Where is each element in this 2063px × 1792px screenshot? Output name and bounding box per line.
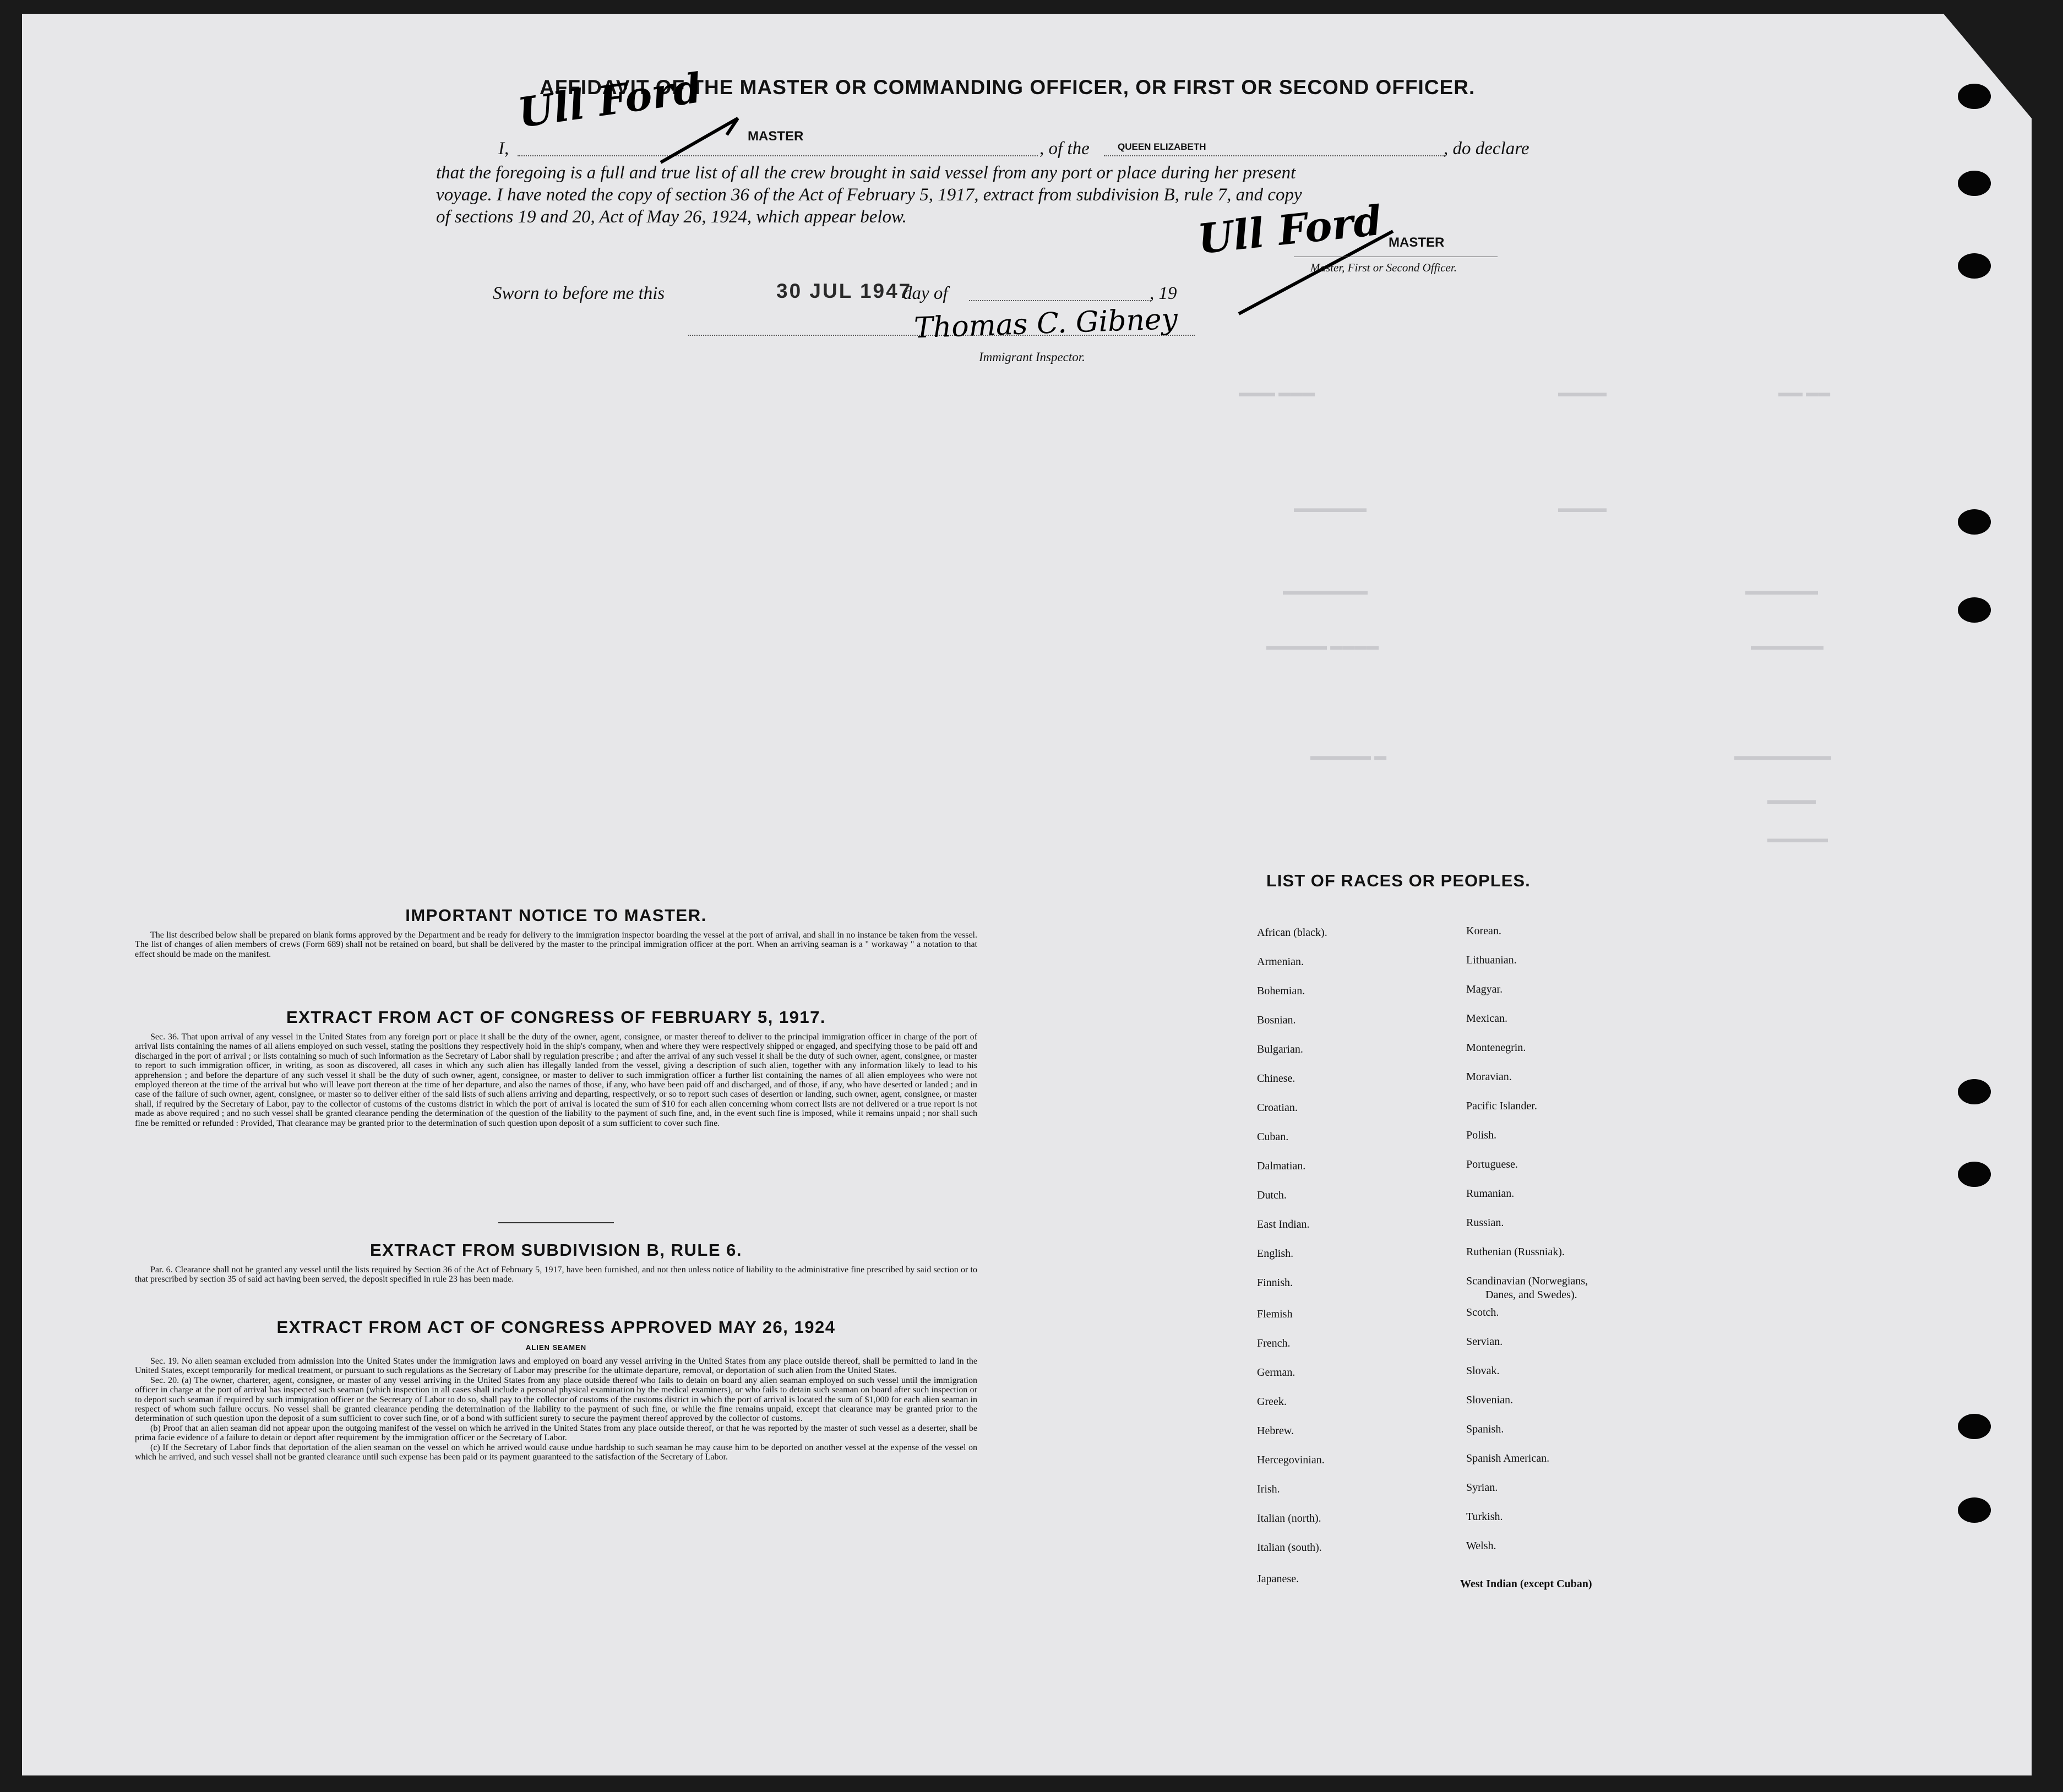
signature-flourish [655,96,743,168]
race-item: Moravian. [1466,1071,1512,1083]
name-fill-line [518,155,1038,156]
section-36-text: Sec. 36. That upon arrival of any vessel in the United States from any foreign port or place it shall be the duty of the owner, agent, consignee, or master thereof to deliver to the principal immigration officer in charge of the port of arrival lists containing the names of all aliens employed on such vessel, stating the positions they respectively hold in the ship's company, when and where they were respectively shipped or engaged, and specifying those to be paid off and discharged in the port of arrival ; or lists containing so much of such information as the Secretary of Labor shall by regulation prescribe ; and after the arrival of any such vessel it shall be the duty of such owner, agent, consignee, or master to report to such immigration officer, in writing, as soon as discovered, all cases in which any such alien has illegally landed from the vessel, giving a description of such alien, together with any information likely to lead to his apprehension ; and before the departure of any such vessel it shall be the duty of such owner, agent, consignee, or master to deliver to such immigration officer a further list containing the names of all alien employees who were not employed thereon at the time of the arrival but who will leave port thereon at the time of her departure, and also the names of those, if any, who have been paid off and discharged, and of those, if any, who have deserted or landed ; and in case of the failure of such owner, agent, consignee, or master so to deliver either of the said lists of such aliens arriving and departing, respectively, or so to report such cases of desertion or landing, such owner, agent, consignee, or master shall, if required by the Secretary of Labor, pay to the collector of customs of the customs district in which the port of arrival is located the sum of $10 for each alien concerning whom correct lists are not delivered or a true report is not made as above required ; and no such vessel shall be granted clearance pending the determination of the question of the liability to the payment of such fine, and, in the event such fine is imposed, while it remains unpaid ; nor shall such fine be remitted or refunded : Provided, That clearance may be granted prior to the determination of such question upon deposit of a sum sufficient to cover such fine. [135,1032,977,1128]
race-item: Ruthenian (Russniak). [1466,1246,1565,1258]
extract-1924-title: EXTRACT FROM ACT OF CONGRESS APPROVED MAY 26, 1924 [276,1317,836,1337]
signature-caption: Master, First or Second Officer. [1310,261,1457,274]
punch-hole [1958,171,1991,196]
race-item: Polish. [1466,1129,1497,1141]
document-page [22,14,2032,1775]
race-item: Mexican. [1466,1012,1507,1025]
inspector-signature: Thomas C. Gibney [913,302,1179,345]
signature-rank: MASTER [1389,235,1445,250]
race-item: Japanese. [1257,1573,1299,1585]
race-item: Scandinavian (Norwegians, [1466,1275,1588,1287]
subdivision-body [135,1265,977,1284]
race-item: Irish. [1257,1483,1280,1495]
year-prefix: , 19 [1150,284,1177,303]
paragraph-6-text: Par. 6. Clearance shall not be granted any vessel until the lists required by Section 36 of the Act of February 5, 1917, have been furnished, and not then unless notice of liability to the administrative fine prescribed by said section or to that prescribed by section 35 of said act having been served, the deposit specified in rule 23 has been made. [135,1265,977,1284]
affidavit-body-line2: voyage. I have noted the copy of section 36 of the Act of February 5, 1917, extract from subdivision B, rule 7, and copy [436,185,1302,205]
race-item: Servian. [1466,1336,1503,1348]
affidavit-i-label: I, [498,139,509,159]
race-item: Pacific Islander. [1466,1100,1537,1112]
punch-hole [1958,509,1991,535]
race-item: Flemish [1257,1308,1293,1320]
race-item: Italian (south). [1257,1542,1322,1554]
section-20a-text: Sec. 20. (a) The owner, charterer, agent, consignee, or master of any vessel arriving in the United States from any place outside thereof who fails to detain on board any alien seaman employed on such vessel until the immigration officer in charge at the port of arrival has inspected such seaman (which inspection in all cases shall include a personal physical examination by the medical examiners), or who fails to detain such seaman on board after such inspection or to deport such seaman if required by such immigration officer or the Secretary of Labor to do so, shall pay to the collector of customs of the customs district in which the port of arrival is located the sum of $1,000 for each alien seaman in respect of whom such failure occurs. No vessel shall be granted clearance pending the determination of the liability to the payment of such fine, or while the fine remains unpaid, except that clearance may be granted prior to the determination of such question upon the deposit of a sum sufficient to cover such fine, or of a bond with sufficient surety to secure the payment thereof approved by the collector of customs. [135,1375,977,1424]
race-item: African (black). [1257,927,1327,939]
affidavit-title: AFFIDAVIT OF THE MASTER OR COMMANDING OFFICER, OR FIRST OR SECOND OFFICER. [540,76,1476,99]
race-item: Rumanian. [1466,1188,1515,1200]
race-item: Dutch. [1257,1189,1287,1201]
race-item: Magyar. [1466,983,1503,995]
race-item: Russian. [1466,1217,1504,1229]
race-item: West Indian (except Cuban) [1460,1578,1592,1590]
extract-1917-body [135,1032,977,1128]
notice-title: IMPORTANT NOTICE TO MASTER. [405,906,707,925]
race-item: Armenian. [1257,956,1304,968]
master-signature-top: Ull Ford [515,64,705,137]
race-item: Bohemian. [1257,985,1305,997]
races-title: LIST OF RACES OR PEOPLES. [1266,871,1531,890]
section-20c-text: (c) If the Secretary of Labor finds that deportation of the alien seaman on the vessel on which he arrived would cause undue hardship to such seaman he may cause him to be deported on another vessel at the expense of the vessel on which he arrived, and such vessel shall not be granted clearance until such expense has been paid or its payment guaranteed to the satisfaction of the Secretary of Labor. [135,1442,977,1462]
affidavit-body-line1: that the foregoing is a full and true list of all the crew brought in said vessel from any port or place during her present [436,163,1296,183]
punch-hole [1958,1079,1991,1104]
notice-body [135,930,977,959]
vessel-name-fill: QUEEN ELIZABETH [1118,141,1206,152]
inspector-caption: Immigrant Inspector. [979,350,1085,364]
race-item: English. [1257,1248,1294,1260]
punch-hole [1958,1414,1991,1439]
race-item: Dalmatian. [1257,1160,1306,1172]
section-divider [498,1222,614,1223]
extract-1917-title: EXTRACT FROM ACT OF CONGRESS OF FEBRUARY 5, 1917. [286,1007,826,1027]
race-item: German. [1257,1366,1296,1379]
race-item: Montenegrin. [1466,1042,1526,1054]
month-fill-line [969,300,1151,301]
race-item: Lithuanian. [1466,954,1517,966]
race-item: Italian (north). [1257,1512,1321,1524]
race-item: Slovak. [1466,1365,1500,1377]
affidavit-body-line3: of sections 19 and 20, Act of May 26, 1924, which appear below. [436,207,907,227]
day-of-label: day of [903,284,948,303]
race-item: Bosnian. [1257,1014,1296,1026]
race-item: Portuguese. [1466,1158,1518,1170]
vessel-fill-line [1104,155,1445,156]
of-the-label: , of the [1039,139,1090,159]
race-item: Hebrew. [1257,1425,1294,1437]
race-item: Welsh. [1466,1540,1496,1552]
race-item: Hercegovinian. [1257,1454,1325,1466]
section-20b-text: (b) Proof that an alien seaman did not appear upon the outgoing manifest of the vessel on which he arrived in the United States from any place outside thereof, or that he was reported by the master of such vessel as a deserter, shall be prima facie evidence of a failure to detain or deport after requirement by the immigration officer or the Secretary of Labor. [135,1423,977,1443]
race-item: Turkish. [1466,1511,1503,1523]
master-signature-right: Ull Ford [1195,197,1384,264]
race-item: Spanish American. [1466,1452,1550,1464]
race-item: Croatian. [1257,1102,1298,1114]
race-item: Bulgarian. [1257,1043,1303,1055]
do-declare-label: , do declare [1444,139,1529,159]
race-item: Cuban. [1257,1131,1289,1143]
race-item: Finnish. [1257,1277,1293,1289]
race-item: Syrian. [1466,1481,1498,1494]
race-item: Spanish. [1466,1423,1504,1435]
race-item-continuation: Danes, and Swedes). [1485,1289,1577,1301]
rank-fill: MASTER [748,129,804,144]
race-item: Scotch. [1466,1306,1499,1319]
extract-1924-body [135,1357,977,1462]
alien-seamen-subtitle: ALIEN SEAMEN [525,1343,587,1352]
race-item: French. [1257,1337,1291,1349]
punch-hole [1958,597,1991,623]
race-item: East Indian. [1257,1218,1310,1230]
punch-hole [1958,1162,1991,1187]
punch-hole [1958,84,1991,109]
race-item: Korean. [1466,925,1501,937]
date-stamp: 30 JUL 1947 [776,280,912,302]
race-item: Chinese. [1257,1072,1296,1085]
notice-paragraph: The list described below shall be prepared on blank forms approved by the Department and be ready for delivery to the immigration inspector boarding the vessel at the port of arrival, and shall in no instance be taken from the vessel. The list of changes of alien members of crews (Form 689) shall not be retained on board, but shall be delivered by the master to the principal immigration officer at the port. When an arriving seaman is a " workaway " a notation to that effect should be made on the manifest. [135,930,977,959]
punch-hole [1958,253,1991,279]
race-item: Greek. [1257,1396,1287,1408]
section-19-text: Sec. 19. No alien seaman excluded from admission into the United States under the immigration laws and employed on board any vessel arriving in the United States from any place outside thereof, shall be permitted to land in the United States, except temporarily for medical treatment, or pursuant to such regulations as the Secretary of Labor may prescribe for the ultimate departure, removal, or deportation of such alien from the United States. [135,1357,977,1376]
race-item: Slovenian. [1466,1394,1513,1406]
sworn-label: Sworn to before me this [493,284,665,303]
punch-hole [1958,1497,1991,1523]
subdivision-title: EXTRACT FROM SUBDIVISION B, RULE 6. [370,1240,742,1260]
